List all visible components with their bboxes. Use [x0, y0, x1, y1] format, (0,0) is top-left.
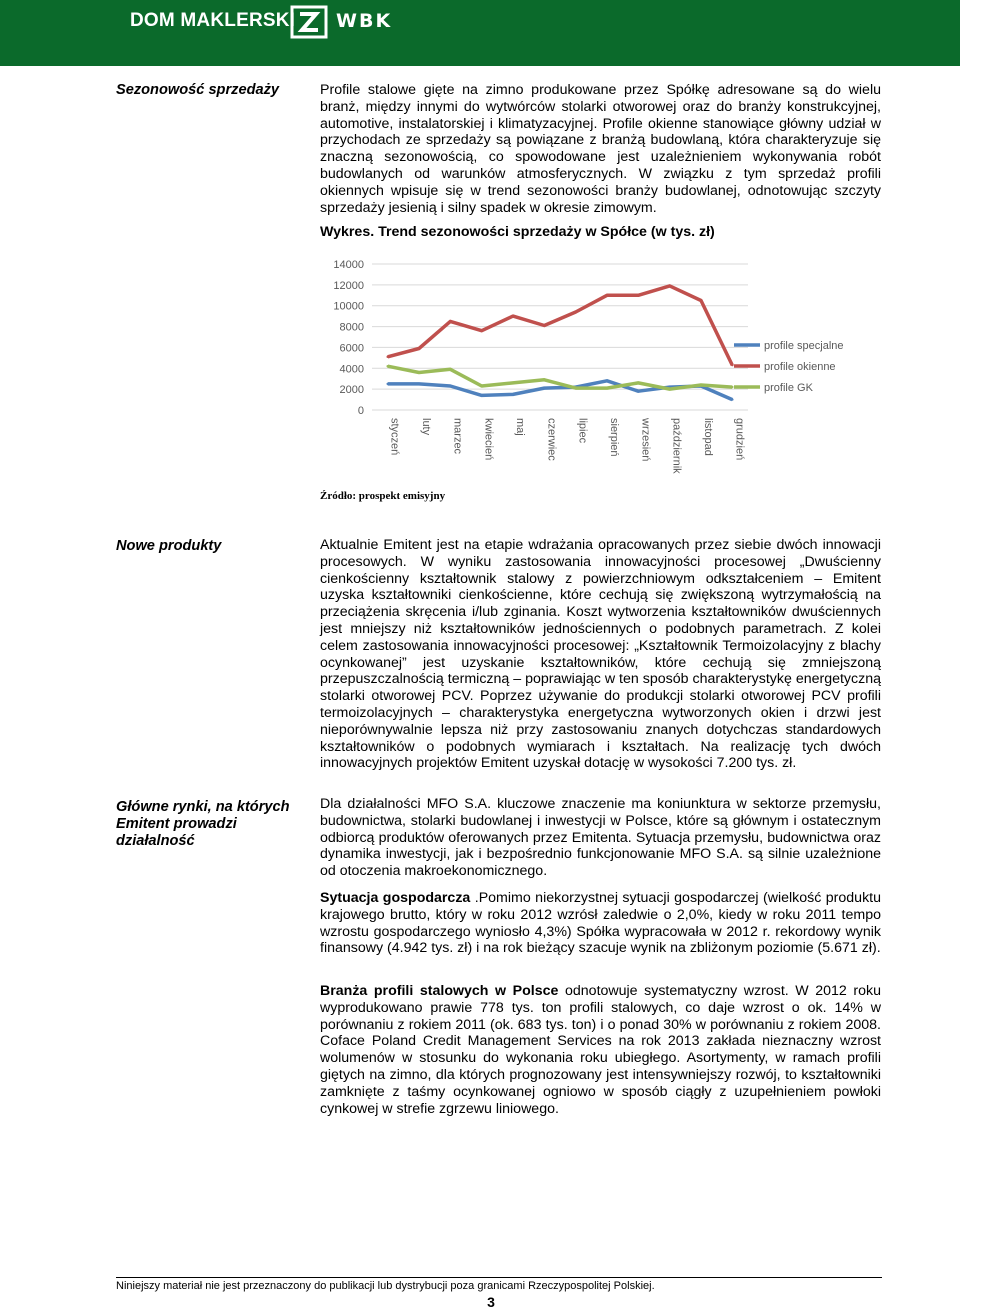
bz-logo-icon: [291, 6, 327, 38]
y-tick-label: 4000: [339, 363, 364, 376]
data-point: [449, 320, 451, 322]
section-label-markets: Główne rynki, na których Emitent prowadzi działalność: [116, 799, 290, 849]
data-point: [637, 382, 639, 384]
data-point: [574, 387, 576, 389]
data-point: [386, 356, 388, 358]
section-label-new-products: Nowe produkty: [116, 538, 222, 554]
data-point: [606, 294, 608, 296]
data-point: [418, 347, 420, 349]
x-tick-label: marzec: [451, 418, 464, 455]
x-tick-label: czerwiec: [545, 418, 558, 461]
series-line-profile-okienne: [388, 286, 733, 365]
economic-situation-text: .Pomimo niekorzystnej sytuacji gospodarczej (wielkość produktu krajowego brutto, który w roku 2012 wzrósł zaledwie o 2,0%, kiedy w roku 2011 tempo wzrostu gospodarczego wyniosło 4,3%) Spółka wypracowała w 2012 r. rekordowy wynik finansowy (4.942 tys. zł) i na rok bieżący szacuje wynik na zbliżonym poziomie (5.671 zł).: [320, 890, 881, 957]
y-tick-label: 2000: [339, 384, 364, 397]
footer-disclaimer: Niniejszy materiał nie jest przeznaczony do publikacji lub dystrybucji poza granicami Rzeczypospolitej Polskiej.: [116, 1280, 655, 1292]
chart-source: Źródło: prospekt emisyjny: [320, 490, 446, 502]
new-products-paragraph: Aktualnie Emitent jest na etapie wdrażania opracowanych przez siebie dwóch innowacji procesowych. W wyniku zastosowania innowacyjności procesowej „Dwuścienny cienkościenny kształtownik stalowy z powierzchniowym odkształceniem – Emitent uzyska kształtowniki cienkościenne, które cechują się zwiększoną wytrzymałością na przeciążenia skręcenia i/lub zginania. Koszt wytworzenia kształtowników dwuściennych jest mniejszy niż kształtowników jednościennych o podobnych parametrach. Z kolei celem zastosowania innowacyjności procesowej: „Kształtownik Termoizolacyjny z blachy ocynkowanej” jest uzyskanie kształtowników, które cechują się zmniejszoną przepuszczalnością termiczną – poprawiając w ten sposób charakterystykę energetyczną stolarki otworowej PCV. Poprzez używanie do produkcji stolarki otworowej PCV profili termoizolacyjnych – charakterystyka energetyczna wytworzonych okien i drzwi jest nieporównywalnie lepsza niż przy zastosowaniu znanych dotychczas standardowych kształtowników o podobnych wymiarach i kształtach. Na realizację tych dwóch innowacyjnych projektów Emitent uzyskał dotację w wysokości 7.200 tys. zł.: [320, 537, 881, 772]
y-tick-label: 14000: [333, 259, 364, 271]
seasonality-chart: [320, 254, 844, 484]
data-point: [731, 386, 733, 388]
data-point: [606, 380, 608, 382]
brand-name: DOM MAKLERSKI: [130, 10, 296, 31]
legend-label: profile GK: [764, 382, 813, 394]
x-tick-label: maj: [514, 418, 526, 436]
data-point: [543, 379, 545, 381]
steel-profiles-text: odnotowuje systematyczny wzrost. W 2012 roku wyprodukowano prawie 778 tys. ton profili stalowych, co daje wzrost o ok. 14% w porównaniu z rokiem 2011 (ok. 683 tys. ton) i o ponad 30% w porównaniu z rokiem 2008. Coface Poland Credit Management Services na rok 2013 zakłada nieznaczny wzrost wolumenów w stosunku do wykonania roku ubiegłego. Asortymenty, w ramach profili giętych na zimno, dla których prognozowany jest intensywniejszy rozwój, to kształtowniki zamknięte z taśmy ocynkowanej ogniowo w sposób ciągły z uzupełnieniem powłoki cynkowej w strefie zgrzewu liniowego.: [320, 983, 881, 1117]
data-point: [700, 384, 702, 386]
data-point: [386, 365, 388, 367]
x-tick-label: grudzień: [733, 418, 746, 461]
x-tick-label: kwiecień: [482, 418, 495, 461]
data-point: [480, 385, 482, 387]
section-label-seasonality: Sezonowość sprzedaży: [116, 82, 280, 98]
data-point: [480, 394, 482, 396]
x-tick-label: wrzesień: [639, 418, 652, 462]
data-point: [637, 390, 639, 392]
data-point: [480, 330, 482, 332]
economic-situation-heading: Sytuacja gospodarcza: [320, 890, 471, 906]
data-point: [512, 382, 514, 384]
data-point: [574, 311, 576, 313]
data-point: [386, 383, 388, 385]
data-point: [449, 368, 451, 370]
seasonality-paragraph: Profile stalowe gięte na zimno produkowane przez Spółkę adresowane są do wielu branż, między innymi do wytwórców stolarki otworowej oraz do branży konstrukcyjnej, automotive, instalatorskiej i klimatyzacyjnej. Profile okienne stanowiące główny udział w przychodach ze sprzedaży są powiązane z branżą budowlaną, która charakteryzuje się znaczną sezonowością, co spowodowane jest uzależnieniem wykonywania robót budowlanych od warunków atmosferycznych. W związku z tym sprzedaż profili okiennych wpisuje się w trend sezonowości branży budowlanej, odnotowując szczyty sprzedaży jesienią i silny spadek w okresie zimowym.: [320, 82, 881, 216]
markets-paragraph-3: [320, 983, 881, 1117]
steel-profiles-heading: Branża profili stalowych w Polsce: [320, 983, 559, 999]
y-tick-label: 8000: [339, 321, 364, 334]
data-point: [512, 315, 514, 317]
data-point: [449, 385, 451, 387]
data-point: [418, 371, 420, 373]
data-point: [418, 383, 420, 385]
legend-label: profile specjalne: [764, 340, 844, 352]
data-point: [543, 387, 545, 389]
data-point: [606, 387, 608, 389]
markets-paragraph-2: [320, 890, 881, 957]
data-point: [668, 285, 670, 287]
data-point: [700, 299, 702, 301]
x-tick-label: styczeń: [388, 418, 401, 456]
x-tick-label: sierpień: [608, 418, 620, 457]
data-point: [543, 324, 545, 326]
data-point: [637, 294, 639, 296]
data-point: [731, 398, 733, 400]
data-point: [731, 364, 733, 366]
legend-label: profile okienne: [764, 361, 836, 373]
page-number: 3: [487, 1294, 495, 1310]
page-header: [0, 0, 960, 66]
footer-divider: [116, 1277, 882, 1278]
brand-suffix: WBK: [336, 10, 393, 32]
x-tick-label: październik: [670, 418, 683, 474]
data-point: [512, 393, 514, 395]
x-tick-label: listopad: [702, 418, 714, 456]
y-tick-label: 10000: [333, 300, 364, 313]
markets-paragraph-1: Dla działalności MFO S.A. kluczowe znaczenie ma koniunktura w sektorze przemysłu, budownictwa, stolarki budowlanej i inwestycji w Polsce, które są głównym i ostatecznym odbiorcą produktów oferowanych przez Emitenta. Sytuacja przemysłu, budownictwa oraz dynamika inwestycji, jak i bezpośrednio funkcjonowanie MFO S.A. są silnie uzależnione od otoczenia makroekonomicznego.: [320, 796, 881, 880]
x-tick-label: lipiec: [576, 418, 589, 444]
chart-title: Wykres. Trend sezonowości sprzedaży w Spółce (w tys. zł): [320, 224, 715, 240]
x-tick-label: luty: [420, 418, 432, 436]
y-tick-label: 12000: [333, 279, 364, 292]
y-tick-label: 0: [357, 405, 364, 417]
data-point: [668, 388, 670, 390]
y-tick-label: 6000: [339, 342, 364, 355]
